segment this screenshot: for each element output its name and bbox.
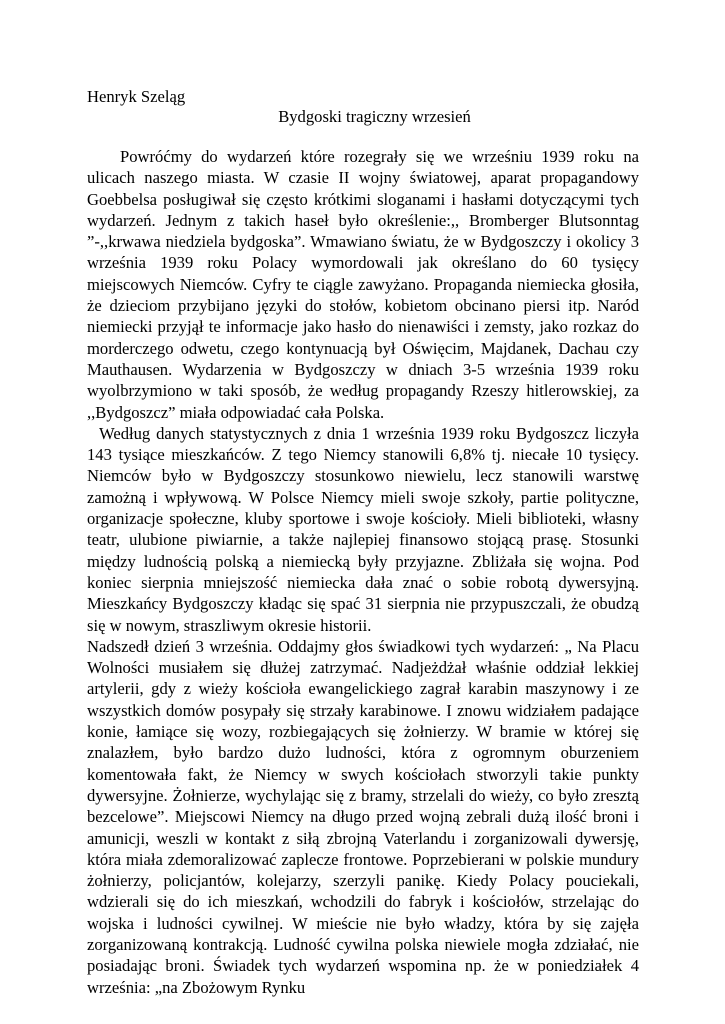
paragraph: Nadszedł dzień 3 września. Oddajmy głos świadkowi tych wydarzeń: „ Na Placu Wolności musiałem się dłużej zatrzymać. Nadjeżdżał właśnie oddział lekkiej artylerii, gdy z wieży kościoła ewangelickiego zagrał karabin maszynowy i ze wszystkich domów posypały się strzały karabinowe. I znowu widziałem padające konie, łamiące się wozy, rozbiegających się żołnierzy. W bramie w której się znalazłem, było bardzo dużo ludności, która z ogromnym oburzeniem komentowała fakt, że Niemcy w swych kościołach stworzyli takie punkty dywersyjne. Żołnierze, wychylając się z bramy, strzelali do wieży, co było zresztą bezcelowe”. Miejscowi Niemcy na długo przed wojną zebrali dużą ilość broni i amunicji, weszli w kontakt z siłą zbrojną Vaterlandu i zorganizowali dywersję, która miała zdemoralizować zaplecze frontowe. Poprzebierani w polskie mundury żołnierzy, policjantów, kolejarzy, szerzyli panikę. Kiedy Polacy pouciekali, wdzierali się do ich mieszkań, wchodzili do fabryk i kościołów, strzelając do wojska i ludności cywilnej. W mieście nie było władzy, która by się zajęła zorganizowaną kontrakcją. Ludność cywilna polska niewiele mogła zdziałać, nie posiadając broni. Świadek tych wydarzeń wspomina np. że w poniedziałek 4 września: „na Zbożowym Rynku: [87, 636, 639, 997]
document-body: [87, 146, 639, 998]
paragraph: Powróćmy do wydarzeń które rozegrały się we wrześniu 1939 roku na ulicach naszego miasta. W czasie II wojny światowej, aparat propagandowy Goebbelsa posługiwał się często krótkimi sloganami i hasłami dotyczącymi tych wydarzeń. Jednym z takich haseł było określenie:,, Bromberger Blutsonntag ”-,,krwawa niedziela bydgoska”. Wmawiano światu, że w Bydgoszczy i okolicy 3 września 1939 roku Polacy wymordowali jak określano do 60 tysięcy miejscowych Niemców. Cyfry te ciągle zawyżano. Propaganda niemiecka głosiła, że dzieciom przybijano języki do stołów, kobietom obcinano piersi itp. Naród niemiecki przyjął te informacje jako hasło do nienawiści i zemsty, jako rozkaz do morderczego odwetu, czego kontynuacją był Oświęcim, Majdanek, Dachau czy Mauthausen. Wydarzenia w Bydgoszczy w dniach 3-5 września 1939 roku wyolbrzymiono w taki sposób, że według propagandy Rzeszy hitlerowskiej, za ,,Bydgoszcz” miała odpowiadać cała Polska.: [87, 147, 639, 422]
document-title: Bydgoski tragiczny wrzesień: [278, 107, 471, 126]
paragraph: Według danych statystycznych z dnia 1 września 1939 roku Bydgoszcz liczyła 143 tysiące mieszkańców. Z tego Niemcy stanowili 6,8% tj. niecałe 10 tysięcy. Niemców było w Bydgoszczy stosunkowo niewielu, lecz stanowili warstwę zamożną i wpływową. W Polsce Niemcy mieli swoje szkoły, partie polityczne, organizacje społeczne, kluby sportowe i swoje kościoły. Mieli biblioteki, własny teatr, ulubione piwiarnie, a także najlepiej finansowo stojącą prasę. Stosunki między ludnością polską a niemiecką były przyjazne. Zbliżała się wojna. Pod koniec sierpnia mniejszość niemiecka dała znać o sobie robotą dywersyjną. Mieszkańcy Bydgoszczy kładąc się spać 31 sierpnia nie przypuszczali, że obudzą się w nowym, straszliwym okresie historii.: [87, 423, 639, 635]
author-name: Henryk Szeląg: [87, 87, 186, 106]
